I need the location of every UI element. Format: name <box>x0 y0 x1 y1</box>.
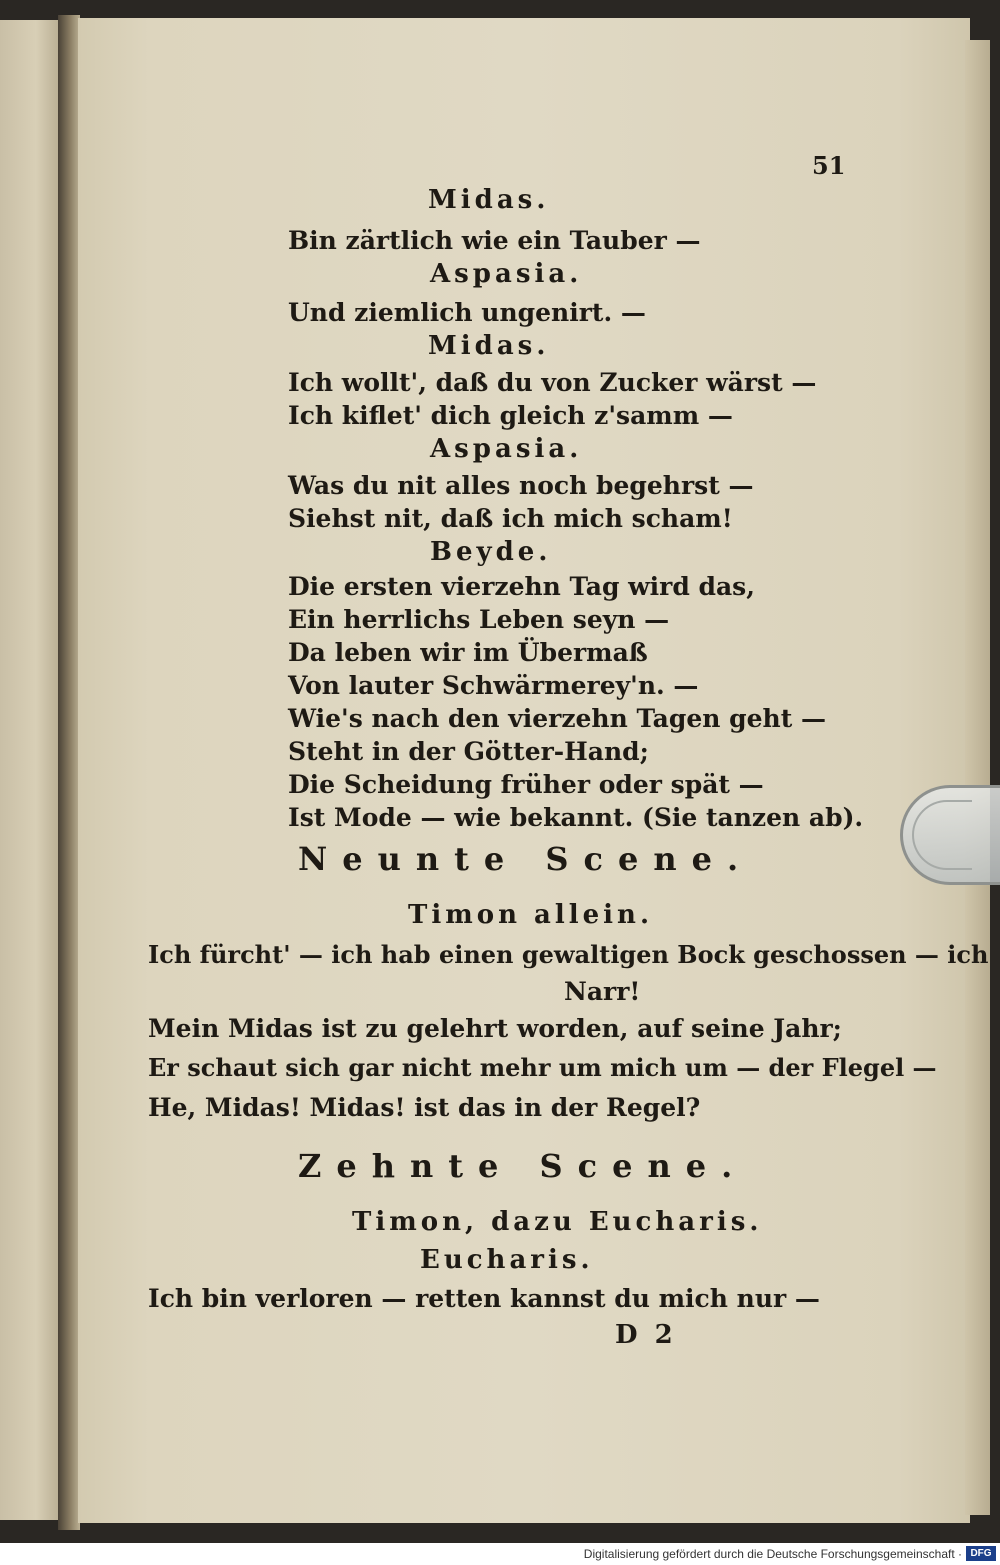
speaker-heading: Aspasia. <box>430 434 583 464</box>
verse-line: Siehst nit, daß ich mich scham! <box>288 504 733 533</box>
verse-line: Und ziemlich ungenirt. — <box>288 298 646 327</box>
speaker-heading: Midas. <box>428 331 550 361</box>
dfg-logo-icon: DFG <box>966 1546 996 1561</box>
verse-line: Bin zärtlich wie ein Tauber — <box>288 226 701 255</box>
speaker-heading: Aspasia. <box>430 259 583 289</box>
prose-line: Narr! <box>564 977 641 1006</box>
prose-line: Ich bin verloren — retten kannst du mich nur — <box>148 1284 820 1313</box>
page-number: 51 <box>812 151 846 180</box>
verse-line: Die Scheidung früher oder spät — <box>288 770 764 799</box>
verse-line: Von lauter Schwärmerey'n. — <box>288 671 699 700</box>
verse-line: Ich kiflet' dich gleich z'samm — <box>288 401 733 430</box>
scene-heading: Zehnte Scene. <box>298 1147 748 1185</box>
speaker-heading: Eucharis. <box>420 1245 594 1275</box>
book-gutter <box>58 15 80 1530</box>
verse-line: Steht in der Götter-Hand; <box>288 737 649 766</box>
verse-line: Da leben wir im Übermaß <box>288 638 648 667</box>
verse-line: Ein herrlichs Leben seyn — <box>288 605 670 634</box>
verse-line: Ich wollt', daß du von Zucker wärst — <box>288 368 817 397</box>
verse-line: Wie's nach den vierzehn Tagen geht — <box>288 704 826 733</box>
previous-page-edge <box>0 20 62 1520</box>
signature-mark: D 2 <box>615 1320 677 1350</box>
prose-line: Mein Midas ist zu gelehrt worden, auf seine Jahr; <box>148 1014 842 1043</box>
footer-credit: Digitalisierung gefördert durch die Deutsche Forschungsgemeinschaft · <box>583 1547 962 1561</box>
page-stack-edge <box>965 40 990 1515</box>
speaker-heading: Midas. <box>428 185 550 215</box>
speaker-heading: Timon, dazu Eucharis. <box>352 1207 763 1237</box>
speaker-heading: Timon allein. <box>408 900 654 930</box>
speaker-heading: Beyde. <box>430 537 552 567</box>
verse-line: Die ersten vierzehn Tag wird das, <box>288 572 755 601</box>
prose-line: Ich fürcht' — ich hab einen gewaltigen Bock geschossen — ich <box>148 940 989 969</box>
prose-line: He, Midas! Midas! ist das in der Regel? <box>148 1093 701 1122</box>
scene-heading: Neunte Scene. <box>298 840 754 878</box>
prose-line: Er schaut sich gar nicht mehr um mich um — der Flegel — <box>148 1053 937 1082</box>
digitization-footer <box>0 1543 1000 1565</box>
verse-line: Ist Mode — wie bekannt. (Sie tanzen ab). <box>288 803 864 832</box>
verse-line: Was du nit alles noch begehrst — <box>288 471 754 500</box>
